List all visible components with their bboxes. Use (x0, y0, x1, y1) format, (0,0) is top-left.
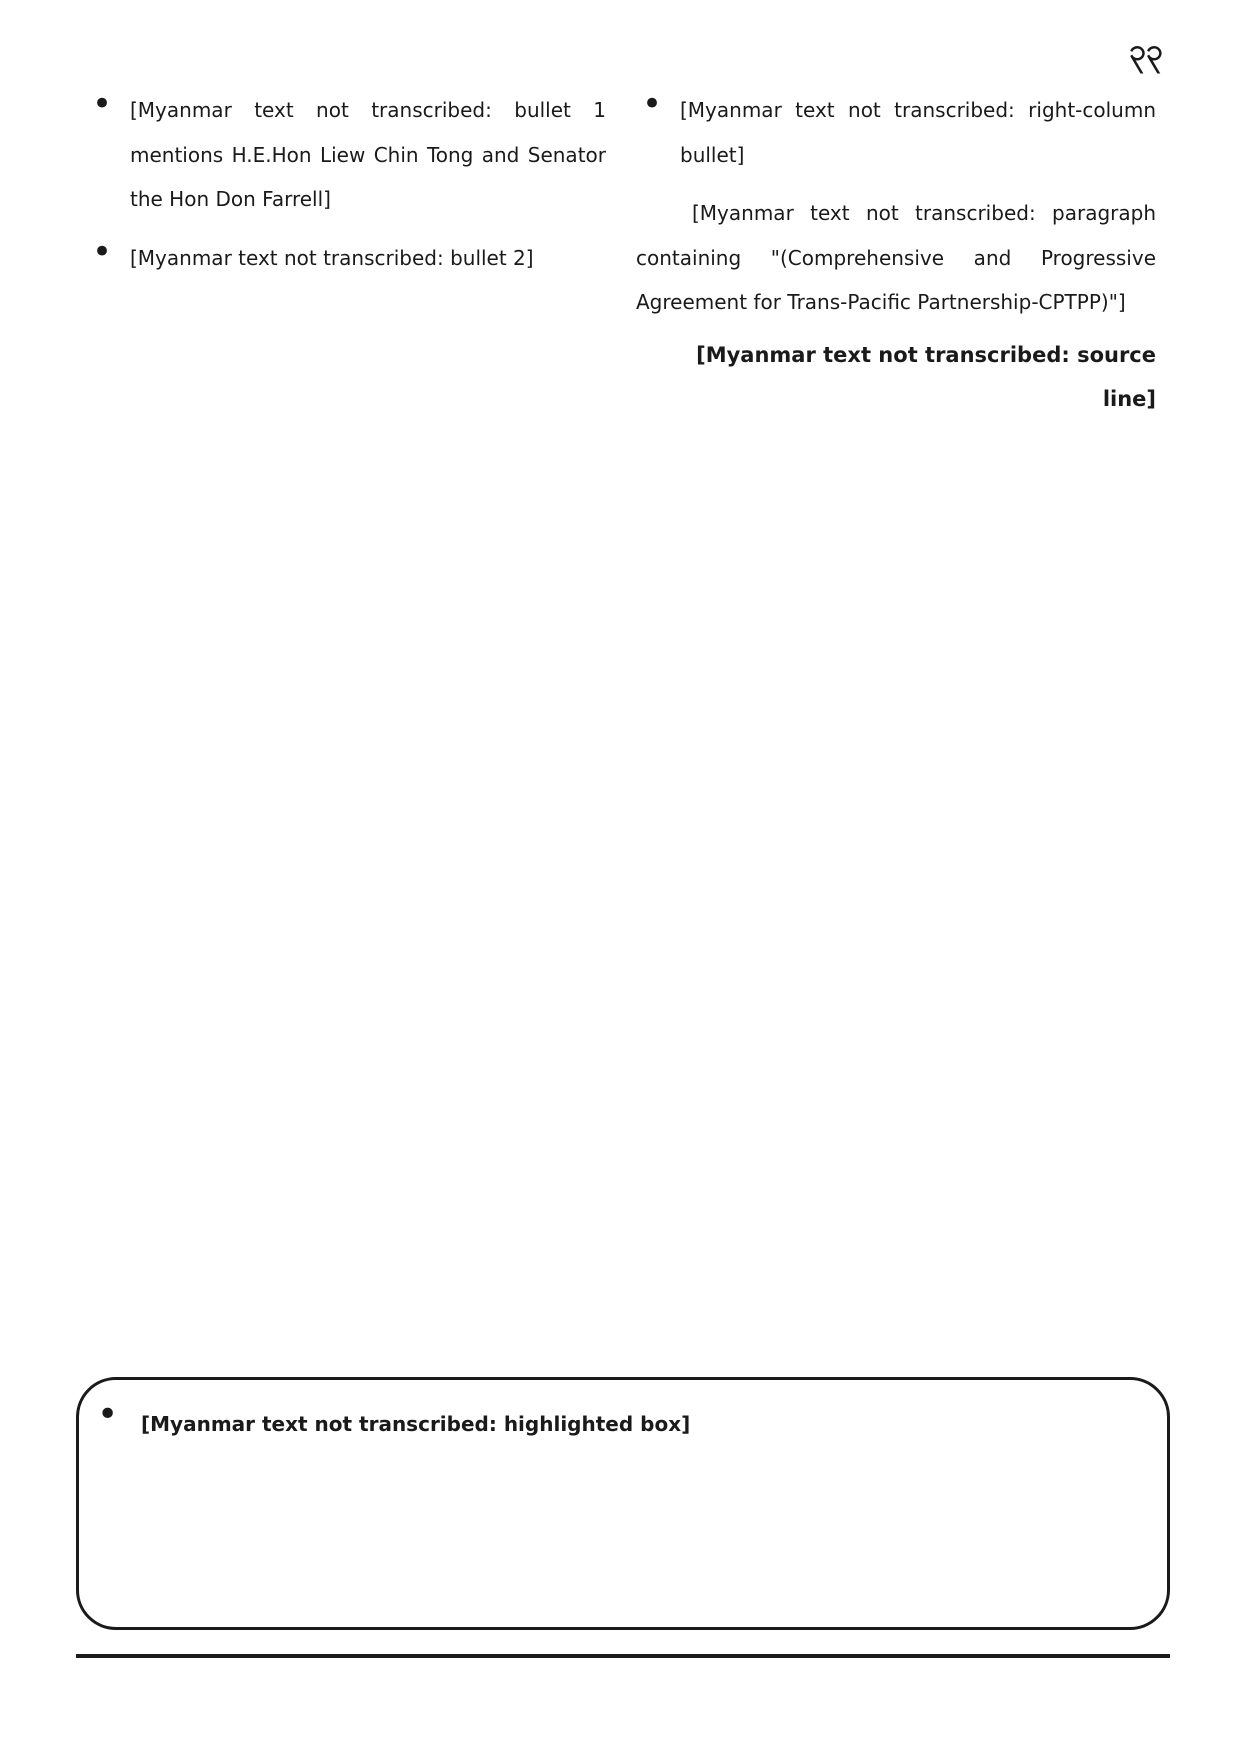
bullet-text: • [Myanmar text not transcribed: bullet 2] (130, 245, 534, 270)
bullet-text: • [Myanmar text not transcribed: bullet 1 mentions H.E.Hon Liew Chin Tong and Senator the Hon Don Farrell] (130, 98, 606, 211)
bullet-item (86, 88, 606, 222)
source-citation: [Myanmar text not transcribed: source line] (696, 342, 1156, 411)
bullet-text: • [Myanmar text not transcribed: right-column bullet] (680, 98, 1156, 167)
bullet-item (86, 236, 606, 281)
highlight-box (76, 1377, 1170, 1630)
page-number: ၃၃ (1129, 33, 1163, 68)
highlight-text: • [Myanmar text not transcribed: highlighted box] (141, 1412, 691, 1436)
left-column (86, 88, 606, 294)
right-column (636, 88, 1156, 421)
body-paragraph: [Myanmar text not transcribed: paragraph containing "(Comprehensive and Progressive Agreement for Trans-Pacific Partnership-CPTPP)"] (636, 201, 1156, 314)
bullet-item (636, 88, 1156, 177)
bottom-divider (76, 1654, 1170, 1658)
